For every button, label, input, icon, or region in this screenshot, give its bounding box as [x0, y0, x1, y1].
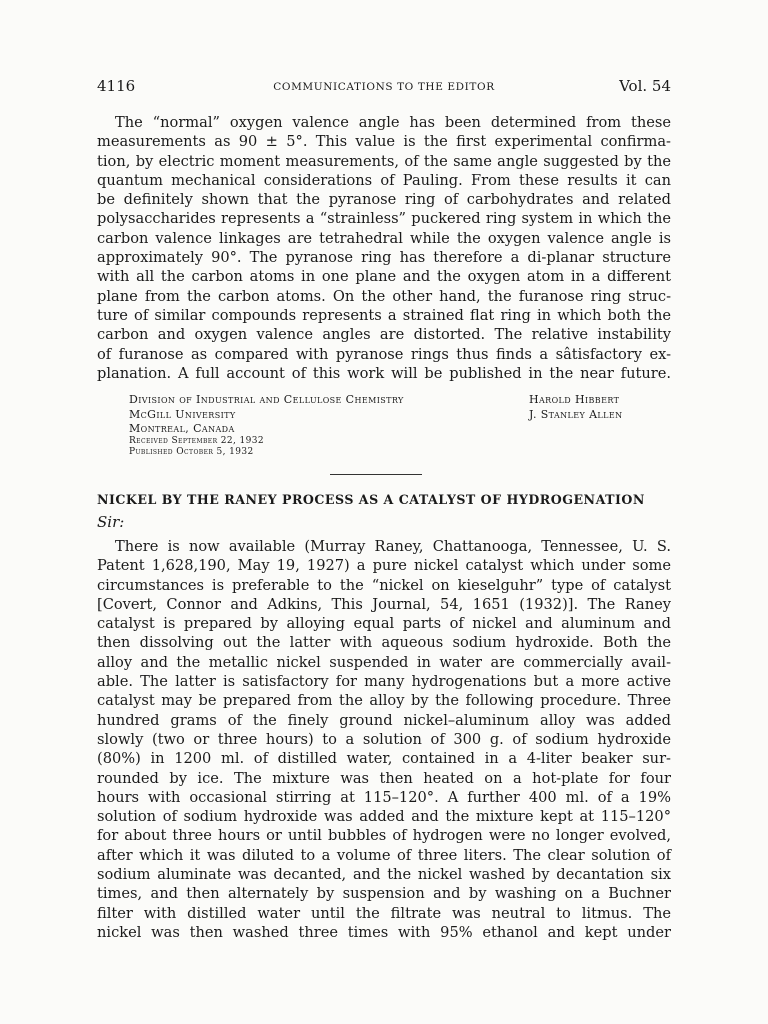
text-line: slowly (two or three hours) to a solution of 300 g. of sodium hydroxide: [97, 730, 671, 748]
text-line: plane from the carbon atoms. On the other hand, the furanose ring struc-: [97, 287, 671, 305]
institution-line: Division of Industrial and Cellulose Chemistry: [129, 393, 404, 406]
salutation: Sir:: [97, 513, 125, 531]
text-line: catalyst is prepared by alloying equal parts of nickel and aluminum and: [97, 615, 671, 633]
text-line: (80%) in 1200 ml. of distilled water, contained in a 4-liter beaker sur-: [97, 750, 671, 768]
text-line: be definitely shown that the pyranose ring of carbohydrates and related: [97, 191, 671, 209]
text-line: planation. A full account of this work will be published in the near future.: [97, 364, 671, 382]
text-line: ture of similar compounds represents a strained flat ring in which both the: [97, 306, 671, 324]
text-line: hundred grams of the finely ground nickel–aluminum alloy was added: [97, 711, 671, 729]
text-line: approximately 90°. The pyranose ring has therefore a di-planar structure: [97, 249, 671, 267]
authors: [529, 393, 689, 422]
institution-line: Montreal, Canada: [129, 422, 235, 435]
text-line: rounded by ice. The mixture was then heated on a hot-plate for four: [97, 769, 671, 787]
text-line: tion, by electric moment measurements, of the same angle suggested by the: [97, 152, 671, 170]
text-line: sodium aluminate was decanted, and the nickel washed by decantation six: [97, 866, 671, 884]
received-date: Received September 22, 1932: [129, 436, 265, 446]
volume-label: Vol. 54: [619, 77, 671, 95]
paragraph-raney-nickel: [97, 537, 671, 942]
text-line: able. The latter is satisfactory for many hydrogenations but a more active: [97, 673, 671, 691]
text-line: of furanose as compared with pyranose rings thus finds a sâtisfactory ex-: [97, 345, 671, 363]
institution: [129, 393, 489, 437]
text-line: There is now available (Murray Raney, Chattanooga, Tennessee, U. S.: [115, 538, 671, 555]
text-line: filter with distilled water until the filtrate was neutral to litmus. The: [97, 904, 671, 922]
text-line: hours with occasional stirring at 115–120°. A further 400 ml. of a 19%: [97, 788, 671, 806]
text-line: catalyst may be prepared from the alloy by the following procedure. Three: [97, 692, 671, 710]
text-line: measurements as 90 ± 5°. This value is the first experimental confirma-: [97, 133, 671, 151]
text-line: Patent 1,628,190, May 19, 1927) a pure nickel catalyst which under some: [97, 557, 671, 575]
running-header: [97, 77, 671, 101]
text-line: The “normal” oxygen valence angle has been determined from these: [115, 114, 671, 131]
text-line: [Covert, Connor and Adkins, This Journal, 54, 1651 (1932)]. The Raney: [97, 595, 671, 613]
published-date: Published October 5, 1932: [129, 446, 254, 457]
text-line: solution of sodium hydroxide was added and the mixture kept at 115–120°: [97, 808, 671, 826]
text-line: after which it was diluted to a volume of three liters. The clear solution of: [97, 846, 671, 864]
text-line: times, and then alternately by suspension and by washing on a Buchner: [97, 885, 671, 903]
dates-block: [129, 436, 264, 457]
text-line: then dissolving out the latter with aqueous sodium hydroxide. Both the: [97, 634, 671, 652]
article-heading: NICKEL BY THE RANEY PROCESS AS A CATALYST OF HYDROGENATION: [97, 492, 645, 507]
text-line: polysaccharides represents a “strainless” puckered ring system in which the: [97, 210, 671, 228]
section-divider: [330, 474, 422, 475]
text-line: carbon and oxygen valence angles are distorted. The relative instability: [97, 326, 671, 344]
text-line: for about three hours or until bubbles of hydrogen were no longer evolved,: [97, 827, 671, 845]
author-name: J. Stanley Allen: [529, 407, 623, 421]
running-title: COMMUNICATIONS TO THE EDITOR: [273, 81, 495, 93]
text-line: quantum mechanical considerations of Pauling. From these results it can: [97, 171, 671, 189]
text-line: alloy and the metallic nickel suspended in water are commercially avail-: [97, 653, 671, 671]
page-number: 4116: [97, 77, 136, 95]
text-line: carbon valence linkages are tetrahedral while the oxygen valence angle is: [97, 229, 671, 247]
paragraph-oxygen-valence: [97, 113, 671, 383]
text-line: circumstances is preferable to the “nickel on kieselguhr” type of catalyst: [97, 576, 671, 594]
text-line: nickel was then washed three times with 95% ethanol and kept under: [97, 923, 671, 941]
author-name: Harold Hibbert: [529, 393, 620, 406]
institution-line: McGill University: [129, 407, 236, 421]
text-line: with all the carbon atoms in one plane and the oxygen atom in a different: [97, 268, 671, 286]
